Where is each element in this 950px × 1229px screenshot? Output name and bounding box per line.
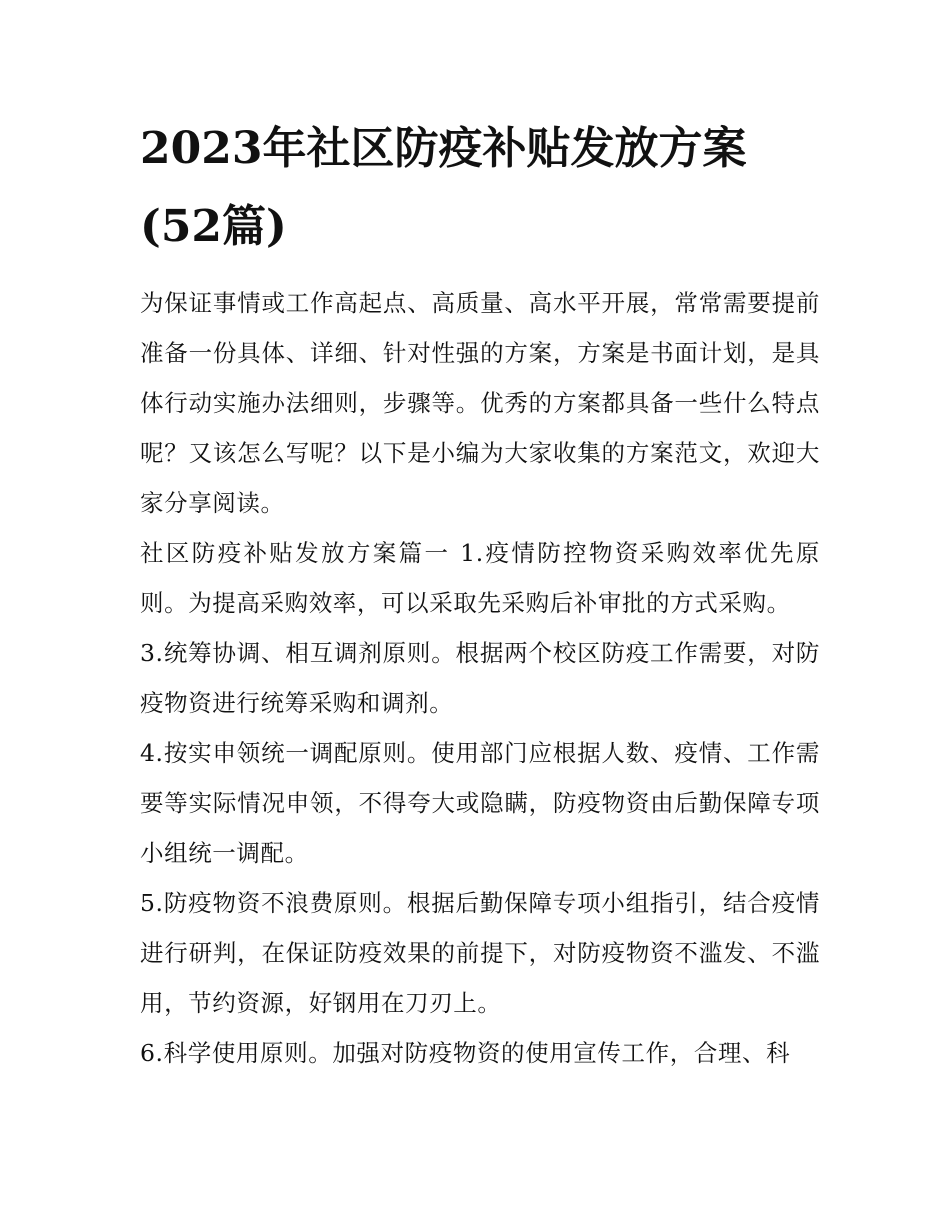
principle-6-paragraph: 6.科学使用原则。加强对防疫物资的使用宣传工作，合理、科 — [140, 1039, 791, 1067]
section-one-paragraph: 社区防疫补贴发放方案篇一 1.疫情防控物资采购效率优先原则。为提高采购效率，可以采取先采购后补审批的方式采购。 — [140, 539, 820, 617]
document-page — [140, 110, 820, 1078]
principle-3-paragraph: 3.统筹协调、相互调剂原则。根据两个校区防疫工作需要，对防疫物资进行统筹采购和调剂。 — [140, 639, 820, 717]
document-title: 2023年社区防疫补贴发放方案(52篇) — [140, 123, 747, 252]
principle-4-paragraph: 4.按实申领统一调配原则。使用部门应根据人数、疫情、工作需要等实际情况申领，不得夸大或隐瞒，防疫物资由后勤保障专项小组统一调配。 — [140, 739, 820, 867]
intro-paragraph: 为保证事情或工作高起点、高质量、高水平开展，常常需要提前准备一份具体、详细、针对性强的方案，方案是书面计划，是具体行动实施办法细则，步骤等。优秀的方案都具备一些什么特点呢？又该怎么写呢？以下是小编为大家收集的方案范文，欢迎大家分享阅读。 — [140, 289, 820, 517]
principle-5-paragraph: 5.防疫物资不浪费原则。根据后勤保障专项小组指引，结合疫情进行研判，在保证防疫效果的前提下，对防疫物资不滥发、不滥用，节约资源，好钢用在刀刃上。 — [140, 889, 820, 1017]
